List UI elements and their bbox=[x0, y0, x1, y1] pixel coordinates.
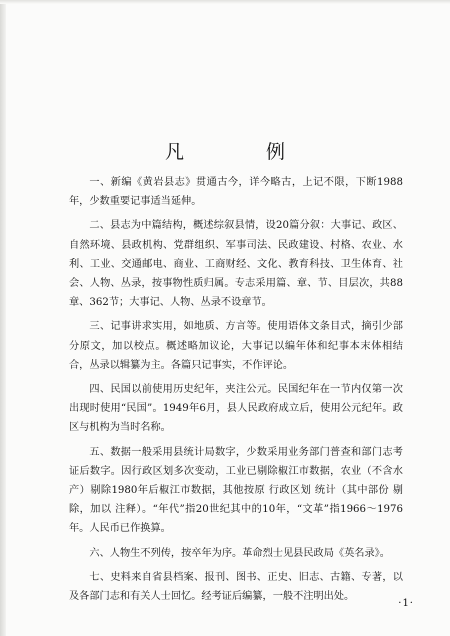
paragraph-7: 七、史料来自省县档案、报刊、图书、正史、旧志、古籍、专著，以及各部门志和有关人士回忆。经考证后编纂，一般不注明出处。 bbox=[69, 571, 403, 603]
paragraph-2: 二、县志为中篇结构，概述综叙县情，设20篇分叙：大事记、政区、自然环境、县政机构、党群组织、军事司法、民政建设、村格、农业、水利、工业、交通邮电、商业、工商财经、文化、教育科技、卫生体育、社会、人物、丛录，按事物性质归属。专志采用篇、章、节、目层次，共88章、362节；大事记、人物、丛录不设章节。 bbox=[69, 220, 403, 309]
paragraph-5: 五、数据一般采用县统计局数字，少数采用业务部门普查和部门志考证后数字。因行政区划多次变动，工业已剔除椒江市数据，农业（不含水产）剔除1980年后椒江市数据，其他按原 行政区划 统计（其中部份 剔除，加以 注释）。“年代”指20世纪其中的10年，“文革”指1966～1976年。人民币已作换算。 bbox=[69, 446, 403, 535]
page-number: ·1· bbox=[398, 598, 414, 609]
paragraph-6: 六、人物生不列传，按卒年为序。革命烈士见县民政局《英名录》。 bbox=[89, 547, 390, 559]
page-title: 凡 例 bbox=[164, 141, 324, 163]
scan-edge-left bbox=[0, 0, 6, 636]
paragraph-4: 四、民国以前使用历史纪年，夹注公元。民国纪年在一节内仅第一次出现时使用“民国”。1949年6月，县人民政府成立后，使用公元纪年。政区与机构为当时名称。 bbox=[69, 384, 403, 434]
paragraph-3: 三、记事讲求实用，如地质、方言等。使用语体文条目式，摘引少部分原文，加以校点。概述略加议论，大事记以编年体和纪事本末体相结合，丛录以辑纂为主。各篇只记事实，不作评论。 bbox=[69, 321, 403, 371]
paragraph-1: 一、新编《黄岩县志》贯通古今，详今略古，上记不限，下断1988年，少数重要记事适当延伸。 bbox=[69, 177, 403, 208]
scan-edge-top bbox=[0, 0, 450, 4]
document-body bbox=[69, 173, 403, 611]
